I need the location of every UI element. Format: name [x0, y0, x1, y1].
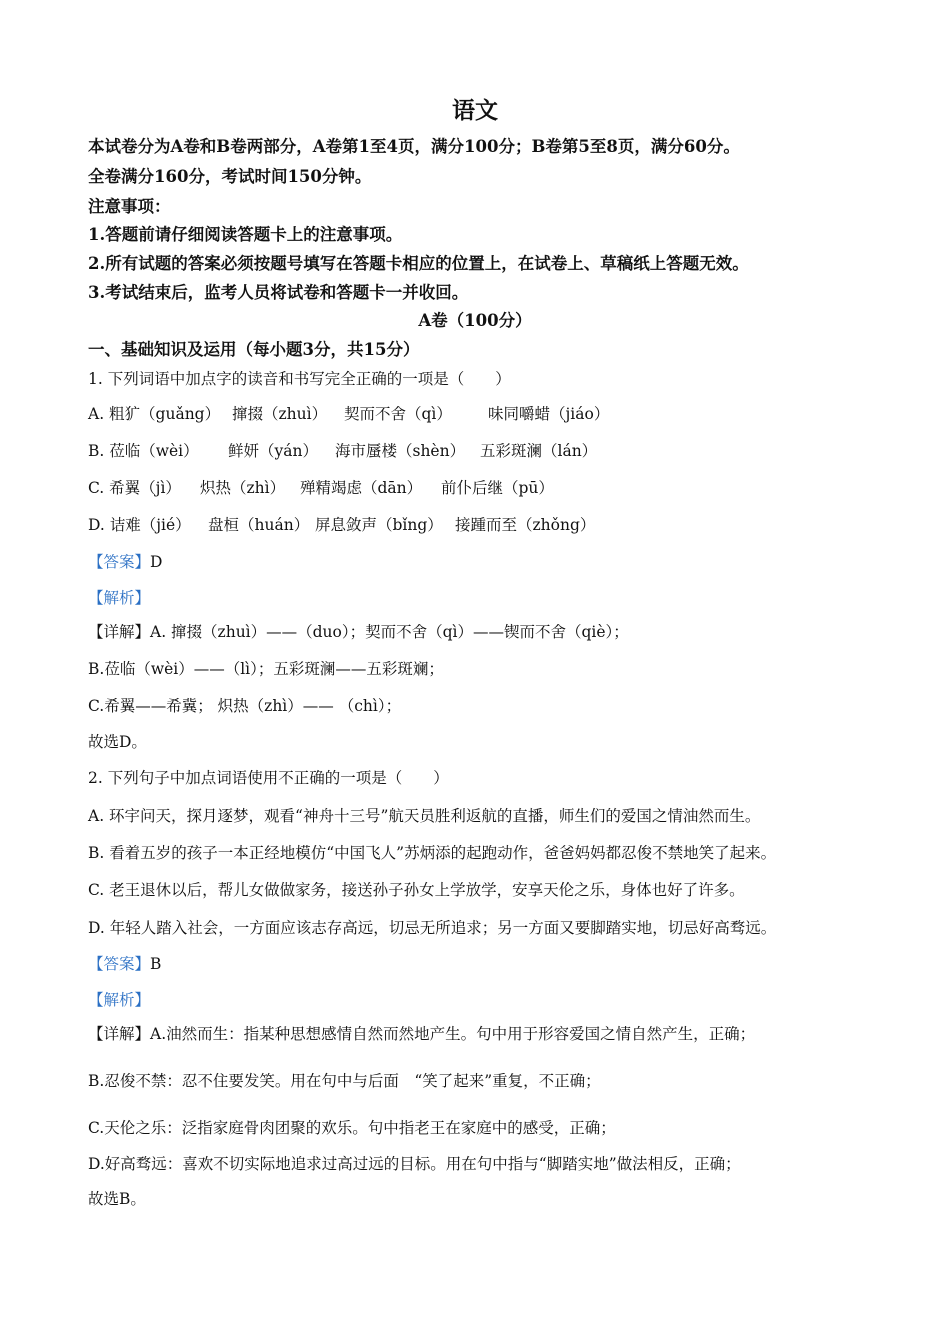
- question-1-stem: 1. 下列词语中加点字的读音和书写完全正确的一项是（ ）: [88, 370, 511, 388]
- answer-tag: 【答案】: [88, 553, 151, 571]
- question-1-detail-2: B.莅临（wèi）——（lì）；五彩斑澜——五彩斑斓；: [88, 660, 444, 678]
- option-item: 契而不舍（qì）: [344, 405, 452, 423]
- note-1: 1.答题前请仔细阅读答题卡上的注意事项。: [88, 225, 403, 244]
- question-1-option-c: [88, 478, 554, 498]
- part-1-heading: 一、基础知识及运用（每小题3分，共15分）: [88, 340, 420, 359]
- question-2-option-b: B. 看着五岁的孩子一本正经地模仿“中国飞人”苏炳添的起跑动作，爸爸妈妈都忍俊不禁地笑了起来。: [88, 844, 777, 862]
- question-2-detail-4: D.好高骛远：喜欢不切实际地追求过高过远的目标。用在句中指与“脚踏实地”做法相反，正确；: [88, 1155, 741, 1173]
- question-2-option-c: C. 老王退休以后，帮儿女做做家务，接送孙子孙女上学放学，安享天伦之乐，身体也好了许多。: [88, 881, 745, 899]
- question-1-detail-3: C.希翼——希冀； 炽热（zhì）—— （chì）；: [88, 697, 402, 715]
- page-title: 语文: [452, 97, 498, 124]
- option-item: B. 莅临（wèi）: [88, 442, 199, 460]
- answer-value: B: [150, 955, 162, 973]
- question-2-detail-2: B.忍俊不禁：忍不住要发笑。用在句中与后面 “笑了起来”重复，不正确；: [88, 1072, 601, 1090]
- intro-line-2: 全卷满分160分，考试时间150分钟。: [88, 167, 372, 186]
- option-item: 鲜妍（yán）: [228, 442, 318, 460]
- option-item: 炽热（zhì）: [200, 479, 286, 497]
- option-item: 五彩斑澜（lán）: [480, 442, 598, 460]
- question-2-option-d: D. 年轻人踏入社会，一方面应该志存高远，切忌无所追求；另一方面又要脚踏实地，切忌好高骛远。: [88, 919, 777, 937]
- option-item: 接踵而至（zhǒng）: [455, 516, 596, 534]
- option-item: 盘桓（huán）: [208, 516, 310, 534]
- option-item: C. 希翼（jì）: [88, 479, 181, 497]
- question-1-option-b: [88, 441, 597, 461]
- section-a-heading: A卷（100分）: [418, 311, 532, 330]
- question-2-detail-1: 【详解】A.油然而生：指某种思想感情自然而然地产生。句中用于形容爱国之情自然产生，正确；: [88, 1025, 756, 1043]
- question-1-detail-1: 【详解】A. 撺掇（zhuì）——（duo）；契而不舍（qì）——锲而不舍（qiè）；: [88, 623, 629, 641]
- option-item: 味同嚼蜡（jiáo）: [488, 405, 610, 423]
- question-2-option-a: A. 环宇问天，探月逐梦，观看“神舟十三号”航天员胜利返航的直播，师生们的爱国之情油然而生。: [88, 807, 761, 825]
- question-1-option-d: [88, 515, 595, 535]
- question-1-conclusion: 故选D。: [88, 733, 147, 751]
- notes-heading: 注意事项：: [88, 197, 171, 216]
- intro-line-1: 本试卷分为A卷和B卷两部分，A卷第1至4页，满分100分；B卷第5至8页，满分60分。: [88, 137, 740, 156]
- question-1-option-a: [88, 404, 609, 424]
- question-2-answer: [88, 954, 161, 974]
- question-2-detail-3: C.天伦之乐：泛指家庭骨肉团聚的欢乐。句中指老王在家庭中的感受，正确；: [88, 1119, 616, 1137]
- option-item: 屏息敛声（bǐng）: [315, 516, 443, 534]
- option-item: 殚精竭虑（dān）: [300, 479, 423, 497]
- note-2: 2.所有试题的答案必须按题号填写在答题卡相应的位置上，在试卷上、草稿纸上答题无效。: [88, 254, 749, 273]
- question-2-conclusion: 故选B。: [88, 1190, 146, 1208]
- answer-tag: 【答案】: [88, 955, 151, 973]
- option-item: D. 诘难（jié）: [88, 516, 191, 534]
- question-1-analysis-tag: 【解析】: [88, 589, 151, 607]
- option-item: 撺掇（zhuì）: [232, 405, 328, 423]
- option-item: 前仆后继（pū）: [441, 479, 554, 497]
- option-item: 海市蜃楼（shèn）: [335, 442, 466, 460]
- note-3: 3.考试结束后，监考人员将试卷和答题卡一并收回。: [88, 283, 469, 302]
- answer-value: D: [150, 553, 163, 571]
- question-1-answer: [88, 552, 162, 572]
- question-2-stem: 2. 下列句子中加点词语使用不正确的一项是（ ）: [88, 769, 449, 787]
- option-item: A. 粗犷（guǎng）: [88, 405, 221, 423]
- question-2-analysis-tag: 【解析】: [88, 991, 151, 1009]
